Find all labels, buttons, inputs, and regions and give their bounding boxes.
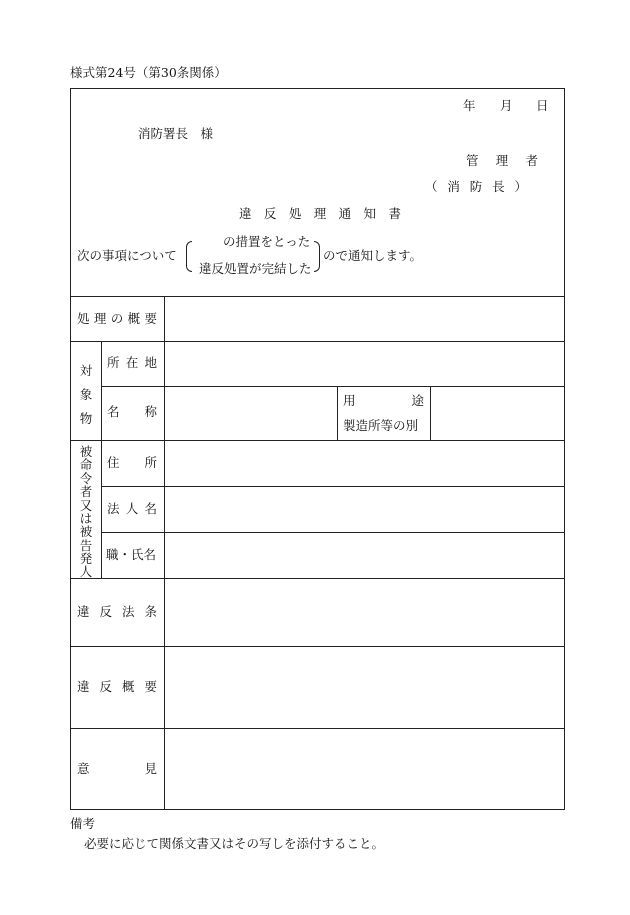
label-summary-text	[77, 313, 157, 326]
label-corporation-char: 名	[144, 501, 157, 516]
label-subject-group-char: 人	[79, 564, 93, 580]
label-name	[107, 406, 157, 419]
label-subject-group	[79, 445, 93, 579]
label-corporation-text	[107, 503, 157, 516]
label-violation-law-char: 法	[121, 604, 135, 619]
label-subject-group-char: 令	[79, 470, 93, 486]
sender-subtitle	[425, 181, 527, 194]
label-address-char: 住	[107, 455, 120, 470]
statement-prefix: 次の事項について	[77, 248, 177, 263]
label-corporation	[107, 503, 157, 516]
label-address	[107, 457, 157, 470]
rule	[164, 296, 165, 810]
label-summary-char: 処	[77, 311, 90, 326]
label-location-char: 地	[144, 355, 157, 370]
document-title-char: 知	[363, 206, 377, 221]
label-violation-law-char: 条	[144, 604, 157, 619]
label-target-group-char: 象	[79, 386, 93, 402]
rule	[101, 486, 565, 487]
document-title-char: 理	[313, 206, 327, 221]
rule	[101, 341, 102, 578]
label-location-text	[107, 357, 157, 370]
label-violation-law-text	[77, 606, 157, 619]
label-subject-group-char: 被	[79, 444, 93, 459]
label-summary-char: 概	[127, 311, 141, 326]
sender-subtitle-text	[425, 181, 527, 194]
statement-option-2: 違反処置が完結した	[199, 261, 312, 276]
label-subject-group-char: 者	[79, 484, 93, 500]
document-title	[239, 208, 401, 221]
sender-subtitle-char: ）	[514, 179, 527, 194]
rule	[70, 578, 565, 579]
rule	[70, 646, 565, 647]
sender-title-text	[466, 155, 538, 168]
label-violation-law	[77, 606, 157, 619]
label-name-text	[107, 406, 157, 419]
addressee: 消防署長 様	[138, 126, 214, 141]
document-title-text	[239, 208, 401, 221]
label-target-group	[79, 359, 93, 430]
label-use	[343, 395, 424, 408]
left-bracket	[186, 241, 192, 272]
rule	[70, 341, 565, 342]
label-opinion-char: 意	[77, 761, 90, 776]
label-violation-summary-char: 違	[77, 679, 90, 694]
label-location-char: 在	[125, 355, 139, 370]
label-violation-summary-char: 要	[144, 679, 157, 694]
label-subject-group-char: 命	[79, 457, 93, 473]
sender-subtitle-char: 長	[492, 179, 505, 194]
label-corporation-char: 法	[107, 501, 120, 516]
document-title-char: 書	[388, 206, 401, 221]
document-title-char: 通	[338, 206, 352, 221]
sender-subtitle-char: 防	[469, 179, 483, 194]
label-subject-group-char: 又	[79, 497, 93, 513]
label-summary	[77, 313, 157, 326]
rule	[337, 386, 338, 440]
label-use-text	[343, 395, 424, 408]
rule	[70, 440, 565, 441]
statement-option-1: の措置をとった	[223, 234, 311, 249]
statement-suffix: ので通知します。	[323, 248, 423, 263]
label-use-char: 用	[343, 393, 356, 408]
label-facility-type: 製造所等の別	[343, 418, 419, 433]
sender-subtitle-char: （	[425, 179, 438, 194]
label-target-group-char: 対	[79, 363, 93, 378]
date-month: 月	[500, 98, 513, 113]
label-summary-char: 理	[93, 311, 107, 326]
rule	[101, 386, 565, 387]
label-occupation: 職・氏名	[106, 547, 157, 562]
document-title-char: 違	[239, 206, 252, 221]
rule	[70, 296, 565, 297]
label-opinion	[77, 763, 157, 776]
label-subject-group-char: 告	[79, 537, 93, 553]
label-violation-law-char: 違	[77, 604, 90, 619]
sender-title	[466, 155, 538, 168]
label-corporation-char: 人	[125, 501, 139, 516]
label-opinion-text	[77, 763, 157, 776]
sender-title-char: 理	[495, 153, 509, 168]
label-violation-summary-text	[77, 681, 157, 694]
right-bracket	[314, 241, 320, 272]
notes-title: 備考	[70, 816, 96, 831]
label-target-group-char: 物	[79, 410, 93, 426]
label-address-text	[107, 457, 157, 470]
label-name-char: 名	[107, 404, 120, 419]
label-use-char: 途	[411, 393, 424, 408]
rule	[70, 728, 565, 729]
document-title-char: 処	[288, 206, 302, 221]
sender-title-char: 管	[466, 153, 479, 168]
sender-title-char: 者	[525, 153, 538, 168]
label-summary-char: の	[110, 311, 124, 326]
label-violation-law-char: 反	[99, 604, 112, 619]
label-location	[107, 357, 157, 370]
label-name-char: 称	[144, 404, 157, 419]
label-summary-char: 要	[144, 311, 157, 326]
sender-subtitle-char: 消	[447, 179, 460, 194]
date-day: 日	[536, 98, 549, 113]
label-location-char: 所	[107, 355, 120, 370]
rule	[101, 532, 565, 533]
label-violation-summary-char: 概	[121, 679, 135, 694]
label-violation-summary	[77, 681, 157, 694]
rule	[430, 386, 431, 440]
date-year: 年	[463, 98, 476, 113]
document-title-char: 反	[263, 206, 277, 221]
label-violation-summary-char: 反	[99, 679, 112, 694]
label-subject-group-char: 発	[79, 551, 93, 566]
form-number: 様式第24号（第30条関係）	[70, 65, 227, 80]
notice-form-frame	[70, 88, 565, 810]
notes-body: 必要に応じて関係文書又はその写しを添付すること。	[84, 836, 385, 851]
label-subject-group-char: は	[79, 510, 93, 526]
label-opinion-char: 見	[144, 761, 157, 776]
label-address-char: 所	[144, 455, 157, 470]
label-subject-group-char: 被	[79, 524, 93, 540]
